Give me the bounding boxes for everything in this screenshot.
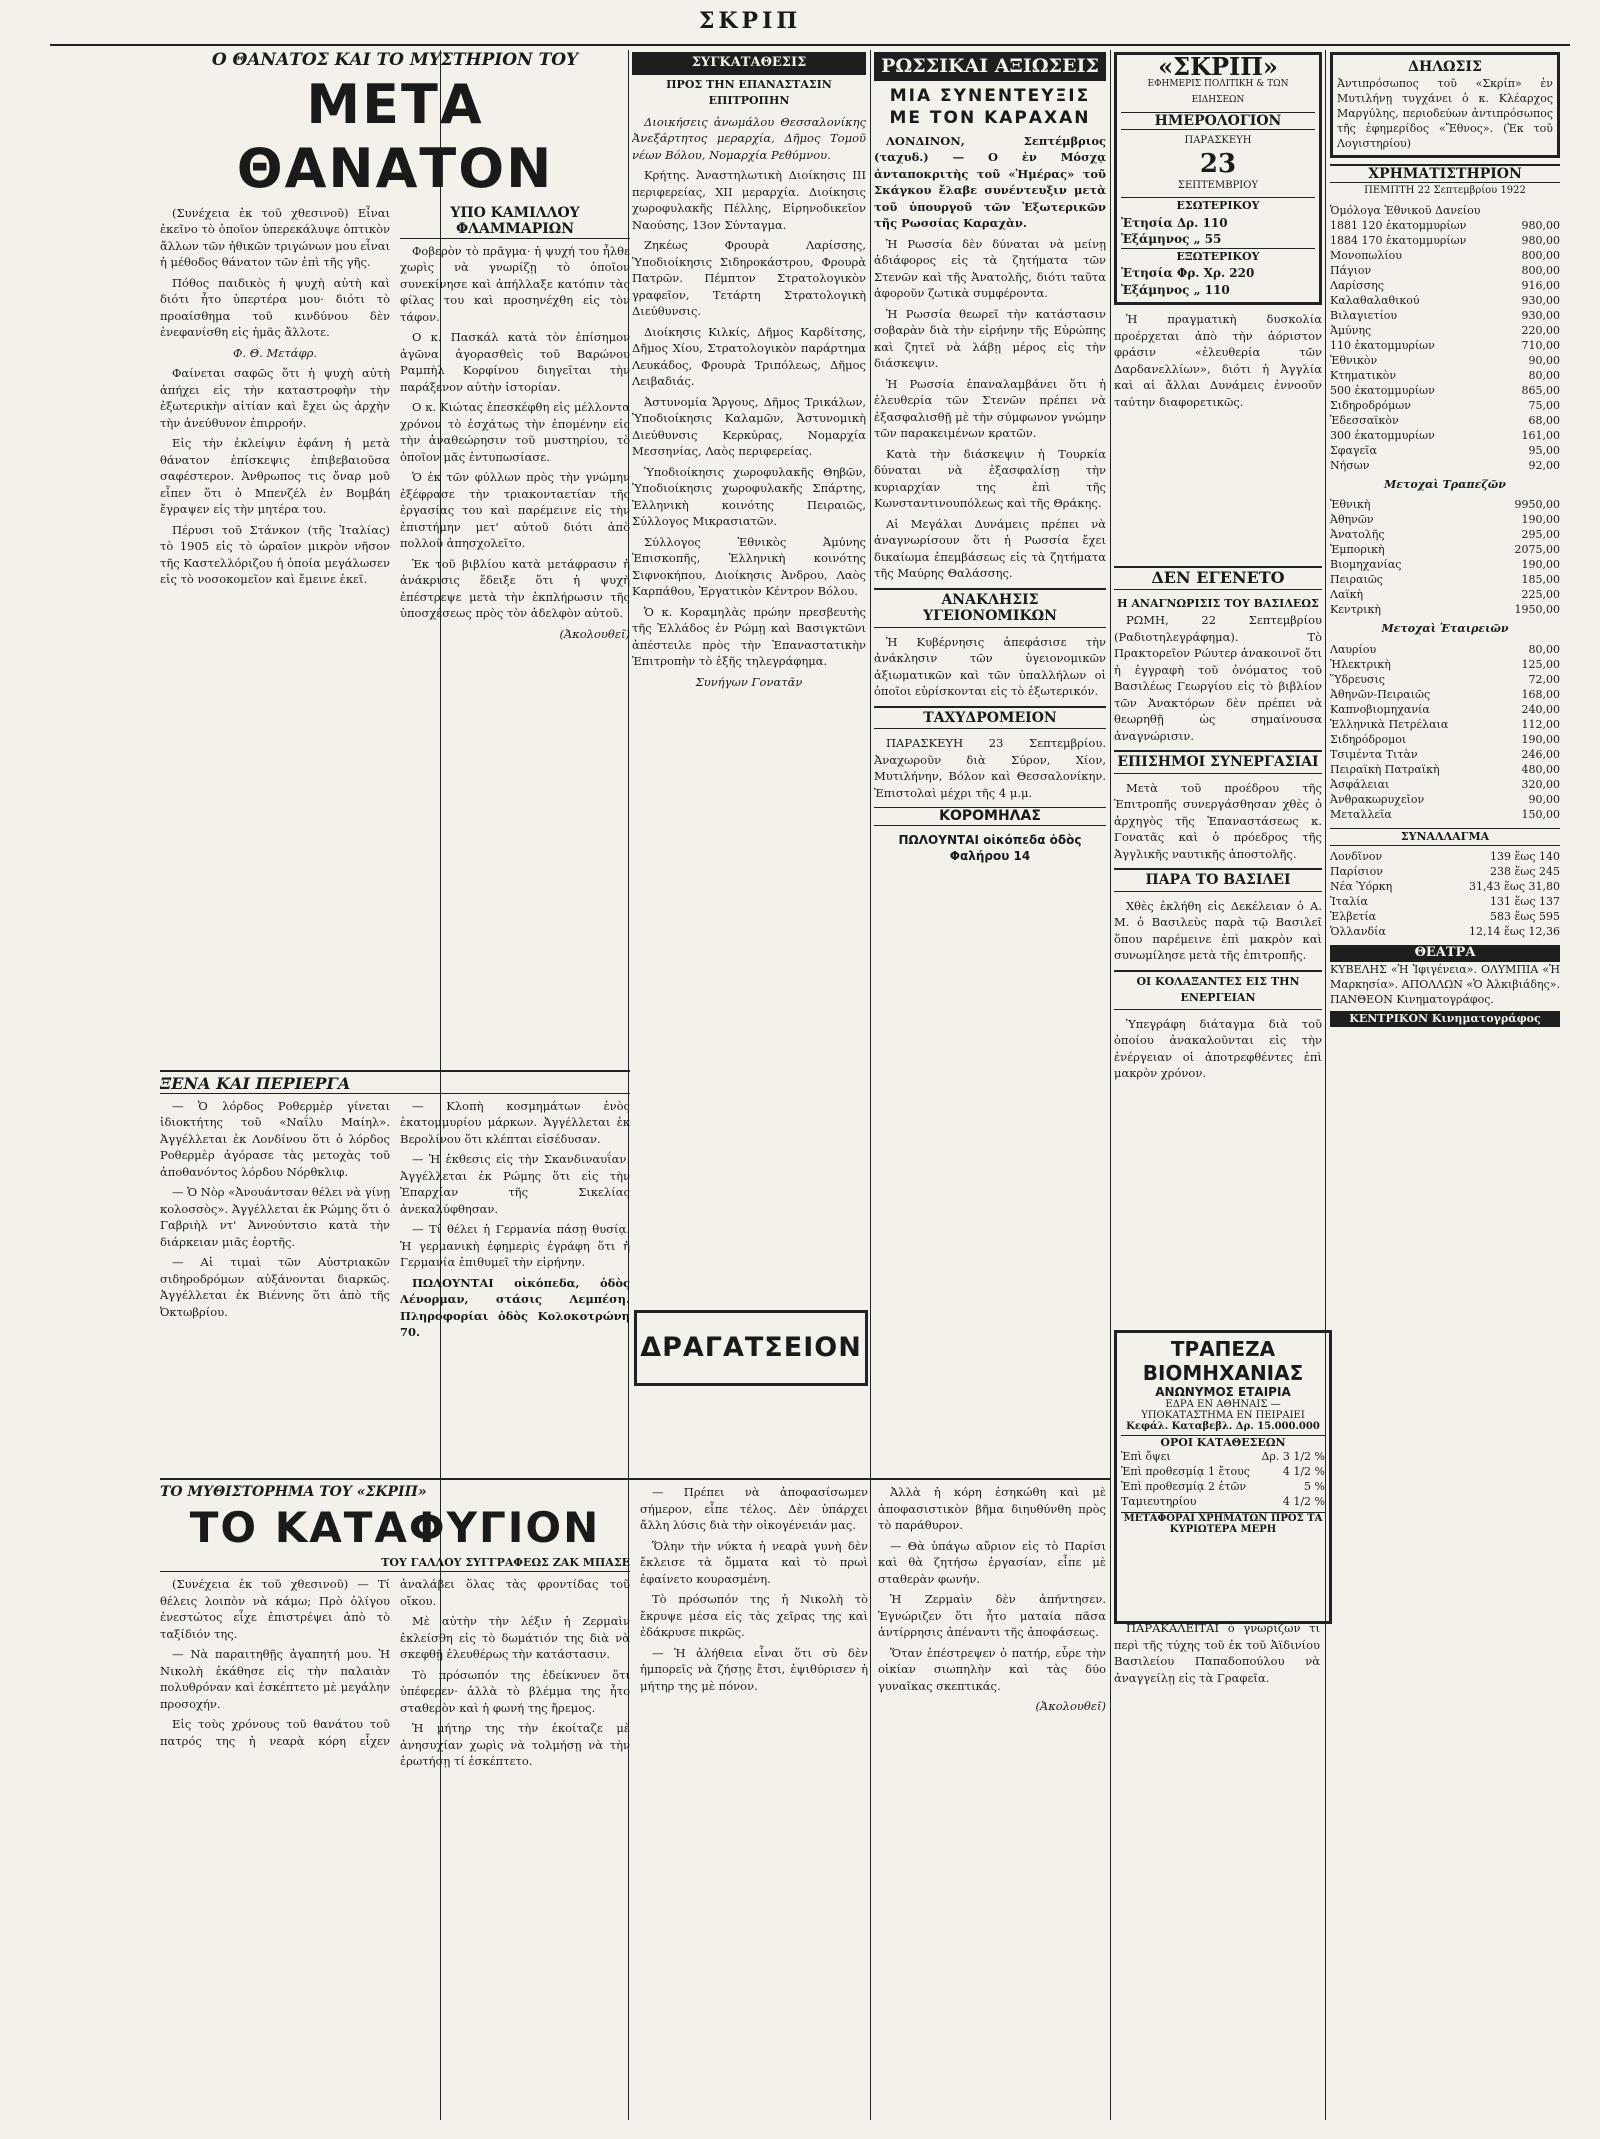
serial-paragraph: (Συνέχεια ἐκ τοῦ χθεσινοῦ) — Τί θέλεις λοιπὸν νὰ κάμω; Πρὸ ὀλίγου ἐνεστώτος εἶχε ἐπιστρέψει ἀπὸ τὸ ταξίδιόν της. [160, 1577, 390, 1641]
bourse-row-label: Πάγιον [1330, 263, 1372, 277]
fx-row-label: Νέα Ὑόρκη [1330, 880, 1393, 893]
fx-row-value: 583 ἕως 595 [1489, 910, 1560, 923]
serial-paragraph: — Ἡ ἀλήθεια εἶναι ὅτι σὺ δὲν ἠμπορεῖς νὰ ζήσῃς ἔτσι, ἐψιθύρισεν ἡ μήτηρ της μὲ πόνον. [640, 1645, 868, 1693]
sanitary-heading: ΑΝΑΚΛΗΣΙΣ ΥΓΕΙΟΝΟΜΙΚΩΝ [874, 588, 1106, 628]
bourse-row-value: 916,00 [1521, 278, 1560, 292]
company-share-row-label: Τσιμέντα Τιτὰν [1330, 747, 1418, 761]
calendar-date: 23 [1199, 148, 1237, 179]
company-share-row-label: Ἀθηνῶν-Πειραιῶς [1330, 687, 1431, 701]
serial-left-body [160, 1576, 630, 1770]
foreign-news-title: ΞΕΝΑ ΚΑΙ ΠΕΡΙΕΡΓΑ [160, 1076, 630, 1094]
feature-col-left [160, 205, 390, 643]
bourse-row-value: 980,00 [1521, 233, 1560, 247]
bank-share-row-value: 185,00 [1521, 573, 1560, 586]
bourse-row [1330, 413, 1560, 428]
bourse-row-value: 95,00 [1528, 443, 1560, 457]
feature-kicker: Ο ΘΑΝΑΤΟΣ ΚΑΙ ΤΟ ΜΥΣΤΗΡΙΟΝ ΤΟΥ [211, 52, 579, 70]
bourse-row [1330, 383, 1560, 398]
fx-row-label: Παρίσιον [1330, 865, 1383, 878]
dragatseion-ad: ΔΡΑΓΑΤΣΕΙΟΝ [634, 1310, 868, 1386]
bank-share-row [1330, 572, 1560, 587]
serial-paragraph: Τὸ πρόσωπόν της ἡ Νικολὴ τὸ ἔκρυψε μέσα εἰς τὰς χεῖρας της καὶ ἐδάκρυσε πικρῶς. [640, 1592, 868, 1639]
serial-paragraph: Ἀλλὰ ἡ κόρη ἐσηκώθη καὶ μὲ ἀποφασιστικὸν βῆμα διηυθύνθη πρὸς τὸ παράθυρον. [878, 1485, 1106, 1532]
bank-shares-title: Μετοχαὶ Τραπεζῶν [1384, 477, 1506, 491]
company-share-row-value: 90,00 [1528, 792, 1560, 806]
bank-share-row-label: Ἐθνικὴ [1330, 498, 1371, 511]
missing-person-notice: ΠΑΡΑΚΑΛΕΙΤΑΙ ὁ γνωρίζων τι περὶ τῆς τύχης τοῦ ἐκ τοῦ Ἀϊδινίου Βασιλείου Παπαδοπούλου νὰ ἀναγγείλῃ εἰς τὰ Γραφεῖα. [1114, 1621, 1320, 1685]
russian-column [874, 52, 1106, 1472]
feature-paragraph: Φαίνεται σαφῶς ὅτι ἡ ψυχὴ αὐτὴ ἀπήχει εἰς τὴν καταστροφὴν τὴν ἐξωτερικὴν αἰτίαν καὶ ἔχει ὡς ἀρχὴν τὴν ἀνεύθυνον ἐπιρροήν. [160, 366, 390, 430]
bank-ad-rate-row-value: 5 % [1304, 1480, 1325, 1493]
feature-article [160, 52, 630, 1062]
bourse-date: ΠΕΜΠΤΗ 22 Σεπτεμβρίου 1922 [1364, 185, 1526, 196]
bank-ad-rate-row [1121, 1449, 1325, 1464]
committee-paragraph: Ζηκέως Φρουρὰ Λαρίσσης, Ὑποδιοίκησις Σιδηροκάστρου, Φρουρὰ Πατρῶν. Πέμπτον Στρατολογικὸν γραφεῖον, Τετάρτη Στρατολογικὴ Διεύθυνσις. [632, 238, 866, 318]
company-shares-table [1330, 642, 1560, 822]
serial-paragraph: Ὅλην τὴν νύκτα ἡ νεαρὰ γυνὴ δὲν ἔκλεισε τὰ ὄμματα καὶ τὸ πρωὶ ἐφαίνετο κουρασμένη. [640, 1538, 868, 1586]
serial-byline: ΤΟΥ ΓΑΛΛΟΥ ΣΥΓΓΡΑΦΕΩΣ ΖΑΚ ΜΠΑΣΕ [160, 1555, 630, 1573]
bourse-row-label: Βιλαγιετίου [1330, 308, 1398, 322]
russian-lead: ΛΟΝΔΙΝΟΝ, Σεπτέμβριος (ταχυδ.) — Ο ἐν Μόσχᾳ ἀνταποκριτὴς τοῦ «Ἡμέρας» τοῦ Σκάγκου ἔλαβε συνέντευξιν μετὰ τοῦ ὑπουργοῦ τῶν Ἐξωτερικῶν τῆς Ρωσσίας Καραχὰν. [874, 133, 1106, 230]
fx-row-value: 31,43 ἕως 31,80 [1468, 880, 1560, 893]
fx-row [1330, 849, 1560, 864]
feature-paragraph: Ο κ. Πασκάλ κατὰ τὸν ἐπίσημον ἀγῶνα ἀγορασθεὶς τοῦ Βαρώνου Ραμπὴλ Κορφίνου διηγεῖται τὴν παράξενον αὐτὴν ἱστορίαν. [400, 330, 630, 394]
bank-ad-rate-row [1121, 1479, 1325, 1494]
bank-share-row [1330, 497, 1560, 512]
bank-share-row [1330, 557, 1560, 572]
company-share-row-label: Πειραϊκὴ Πατραϊκὴ [1330, 762, 1440, 776]
bourse-row-label: Κτηματικὸν [1330, 368, 1397, 382]
bourse-row-value: 865,00 [1521, 383, 1560, 397]
bourse-row-value: 930,00 [1521, 308, 1560, 322]
bottom-right-notices [1114, 1620, 1320, 2100]
bourse-row [1330, 203, 1560, 218]
bank-shares-table [1330, 497, 1560, 617]
committee-paragraph: Ὑποδιοίκησις χωροφυλακῆς Θηβῶν, Ὑποδιοίκησις χωροφυλακῆς Σπάρτης, Ἑλληνικὴ κοινότης Πειραιῶς, Σύλλογος Μικρασιατῶν. [632, 464, 866, 528]
bank-share-row [1330, 512, 1560, 527]
fx-row [1330, 894, 1560, 909]
feature-paragraph: Ο κ. Κιώτας ἐπεσκέφθη εἰς μέλλοντα χρόνον τὸ ἐσχάτως τὴν ἐπομένην εἰς τὴν ἀναθεώρησιν τοῦ μυστηρίου, τὸ ὁποῖον μᾶς ἐντυπωσίασε. [400, 400, 630, 464]
fx-title: ΣΥΝΑΛΛΑΓΜΑ [1330, 828, 1560, 847]
company-share-row-label: Καπνοβιομηχανία [1330, 702, 1430, 716]
bourse-row-value: 930,00 [1521, 293, 1560, 307]
bourse-row-value: 68,00 [1528, 413, 1560, 427]
not-done-heading: ΔΕΝ ΕΓΕΝΕΤΟ [1114, 566, 1322, 590]
company-share-row [1330, 777, 1560, 792]
fx-row-value: 131 ἕως 137 [1489, 895, 1560, 908]
sanitary-paragraph: Ἡ Κυβέρνησις ἀπεφάσισε τὴν ἀνάκλησιν τῶν ὑγειονομικῶν ἀξιωματικῶν καὶ τῶν ὑπαλλήλων οἱ ὁποῖοι εὑρίσκονται εἰς τὸ ἐξωτερικόν. [874, 634, 1106, 698]
foreign-news-item: — Αἱ τιμαὶ τῶν Αὐστριακῶν σιδηροδρόμων αὐξάνονται διαρκῶς. Ἀγγέλλεται ἐκ Βιέννης ὅτι ἀπὸ τῆς Ὀκτωβρίου. [160, 1255, 390, 1319]
committee-banner: ΣΥΓΚΑΤΑΘΕΣΙΣ [632, 52, 866, 75]
fx-row-label: Ὁλλανδία [1330, 925, 1386, 938]
company-share-row [1330, 732, 1560, 747]
company-share-row-value: 168,00 [1521, 687, 1560, 701]
company-share-row-value: 125,00 [1521, 657, 1560, 671]
subscription-domestic-year: Ἐτησία Δρ. 110 [1121, 215, 1228, 230]
bourse-row-value: 80,00 [1528, 368, 1560, 382]
bourse-row-label: 500 ἑκατομμυρίων [1330, 383, 1435, 397]
foreign-news-body [160, 1098, 630, 1341]
bank-share-row [1330, 542, 1560, 557]
subscription-domestic: ΕΣΩΤΕΡΙΚΟΥ [1121, 197, 1315, 215]
company-share-row [1330, 702, 1560, 717]
company-share-row-label: Σιδηρόδρομοι [1330, 732, 1407, 746]
post-heading: ΤΑΧΥΔΡΟΜΕΙΟΝ [874, 706, 1106, 730]
foreign-news-item: — Ὁ Νὸρ «Ἀνουάντσαν θέλει νὰ γίνῃ κολοσσὸς». Ἀγγέλλεται ἐκ Ρώμης ὅτι ὁ Γαβριὴλ ντ' Ἀννούντσιο κατὰ τὴν διάρκειαν μιᾶς ἑορτῆς. [160, 1185, 390, 1249]
meetings-paragraph: Μετὰ τοῦ προέδρου τῆς Ἐπιτροπῆς συνεργάσθησαν χθὲς ὁ ἀρχηγὸς τῆς Ἐπαναστάσεως κ. Γονατᾶς καὶ ὁ πρόεδρος τῆς Ἀγγλικῆς ναυτικῆς ἀποστολῆς. [1114, 780, 1322, 861]
serial-kicker: ΤΟ ΜΥΘΙΣΤΟΡΗΜΑ ΤΟΥ «ΣΚΡΙΠ» [160, 1484, 427, 1500]
committee-paragraph: Σύλλογος Ἐθνικὸς Ἀμύνης Ἐπισκοπῆς, Ἑλληνικὴ κοινότης Σιφνοκήπου, Διοίκησις Ἀνδρου, Λαὸς Καρπάθου, Ἐργατικὸν Κέντρον Βόλου. [632, 534, 866, 598]
bourse-row-label: Νήσων [1330, 458, 1370, 472]
company-share-row-value: 480,00 [1521, 762, 1560, 776]
bourse-row-value: 220,00 [1521, 323, 1560, 337]
bourse-row-label: 300 ἑκατομμυρίων [1330, 428, 1435, 442]
calendar-title: ΗΜΕΡΟΛΟΓΙΟΝ [1121, 112, 1315, 131]
bank-share-row-label: Πειραιῶς [1330, 573, 1383, 586]
bourse-row-value: 75,00 [1528, 398, 1560, 412]
paper-info-box [1114, 52, 1322, 305]
serial-right [640, 1484, 1106, 1770]
committee-note-sign: Συνήγων Γονατᾶν [695, 674, 803, 689]
bank-ad [1114, 1330, 1332, 1624]
feature-paragraph: Πόθος παιδικὸς ἡ ψυχὴ αὐτὴ καὶ διότι ἦτο ὑπερτέρα μου· διότι τὸ προαίσθημα τοῦ κινδύνου δὲν ἐνεφανίσθη εἰς ἡμᾶς ἄλλοτε. [160, 275, 390, 339]
bourse-row-label: 110 ἑκατομμυρίων [1330, 338, 1435, 352]
cinema-footer: ΚΕΝΤΡΙΚΟΝ Κινηματογράφος [1330, 1011, 1560, 1028]
bank-ad-capital: Κεφάλ. Καταβεβλ. Δρ. 15.000.000 [1126, 1421, 1320, 1432]
bank-share-row-label: Ἐμπορικὴ [1330, 543, 1385, 556]
feature-sign: Φ. Θ. Μετάφρ. [232, 345, 318, 360]
feature-paragraph: Εἰς τὴν ἐκλείψιν ἐφάνη ἡ μετὰ θάνατον ἐπίσκεψις ἐπιβεβαιοῦσα σαφέστερον. Ἀνθρωπος τις ὄναρ μοῦ εἶπεν ὅτι ὁ Μπενζέλ ἐν Βομβάη ἔγραψεν εἰς τὴν μητέρα του. [160, 436, 390, 516]
subscription-foreign-year: Ἐτησία Φρ. Χρ. 220 [1121, 266, 1255, 280]
subscription-domestic-half: Ἑξάμηνος „ 55 [1121, 232, 1222, 246]
column-rule [1325, 50, 1326, 2120]
koromilas-ad: ΚΟΡΟΜΗΛΑΣ [874, 807, 1106, 826]
feature-col-right [400, 205, 630, 643]
russian-paragraph: Κατὰ τὴν διάσκεψιν ἡ Τουρκία δύναται νὰ ἐξασφαλίσῃ τὴν κυριαρχίαν της ἐπὶ τῆς Κωνσταντινουπόλεως καὶ τῆς Θράκης. [874, 446, 1106, 510]
company-share-row-value: 320,00 [1521, 777, 1560, 791]
bourse-row-value: 800,00 [1521, 248, 1560, 262]
finance-column [1330, 52, 1560, 2112]
company-share-row-value: 190,00 [1521, 732, 1560, 746]
bank-share-row [1330, 602, 1560, 617]
foreign-news [160, 1076, 630, 1471]
bourse-row-value: 92,00 [1528, 458, 1560, 472]
company-share-row-value: 240,00 [1521, 702, 1560, 716]
bourse-row [1330, 338, 1560, 353]
company-share-row-value: 72,00 [1528, 672, 1560, 686]
company-share-row-value: 150,00 [1521, 807, 1560, 821]
bank-share-row-value: 295,00 [1521, 528, 1560, 541]
russian-paragraph: Αἱ Μεγάλαι Δυνάμεις πρέπει νὰ ἀναγνωρίσουν ὅτι ἡ Ρωσσία ἔχει δικαίωμα ἐπεμβάσεως εἰς τὰ ζητήματα τῆς Μαύρης Θαλάσσης. [874, 516, 1106, 580]
company-share-row-label: Ἀσφάλειαι [1330, 777, 1390, 791]
top-rule [50, 44, 1570, 46]
bank-share-row-value: 2075,00 [1514, 543, 1560, 556]
bank-ad-rate-row-label: Ἐπὶ προθεσμίᾳ 2 ἐτῶν [1121, 1480, 1247, 1493]
committee-banner-sub: ΠΡΟΣ ΤΗΝ ΕΠΑΝΑΣΤΑΣΙΝ ΕΠΙΤΡΟΠΗΝ [666, 77, 832, 107]
bourse-row [1330, 248, 1560, 263]
king-heading: ΠΑΡΑ ΤΟ ΒΑΣΙΛΕΙ [1114, 868, 1322, 892]
bank-ad-rates [1121, 1449, 1325, 1509]
bourse-row-value: 980,00 [1521, 218, 1560, 232]
bank-ad-subtitle: ΑΝΩΝΥΜΟΣ ΕΤΑΙΡΙΑ [1155, 1385, 1291, 1399]
serial-paragraph: Ἡ μήτηρ της τὴν ἐκοίταζε μὲ ἀνησυχίαν χωρὶς νὰ τολμήσῃ νὰ τὴν ἐρωτήσῃ τί ἐσκέπτετο. [400, 1721, 630, 1768]
serial-paragraph: Εἰς τοὺς χρόνους τοῦ θανάτου τοῦ πατρός της ἡ νεαρὰ κόρη εἶχεν ἀναλάβει ὅλας τὰς φροντίδας τοῦ οἴκου. [160, 1577, 630, 1748]
bank-ad-footer: ΜΕΤΑΦΟΡΑΙ ΧΡΗΜΑΤΩΝ ΠΡΟΣ ΤΑ ΚΥΡΙΩΤΕΡΑ ΜΕΡΗ [1121, 1512, 1325, 1535]
fx-row [1330, 879, 1560, 894]
company-share-row [1330, 807, 1560, 822]
bourse-row [1330, 278, 1560, 293]
russian-paragraph: Ἡ Ρωσσία δὲν δύναται νὰ μείνῃ ἀδιάφορος εἰς τὰ ζητήματα τῶν Στενῶν καὶ τῆς Ἀνατολῆς, διότι ταῦτα ἀφοροῦν ζωτικὰ συμφέροντα. [874, 236, 1106, 300]
feature-paragraph: Πέρυσι τοῦ Στάνκον (τῆς Ἰταλίας) τὸ 1905 εἰς τὸ ὡραῖον μικρὸν νῆσον τῆς Καστελλόριζου ἡ ὁποία μεγάλωσεν εἰς τὸ νοσοκομεῖον καὶ ἔμεινε ἐκεῖ. [160, 522, 390, 586]
bourse-row-label: Ἐθνικὸν [1330, 353, 1378, 367]
company-share-row [1330, 792, 1560, 807]
bourse-row-value: 161,00 [1521, 428, 1560, 442]
fx-row-value: 238 ἕως 245 [1489, 865, 1560, 878]
not-done-subheading: Η ΑΝΑΓΝΩΡΙΣΙΣ ΤΟΥ ΒΑΣΙΛΕΩΣ [1117, 596, 1319, 610]
bank-ad-title: ΤΡΑΠΕΖΑ ΒΙΟΜΗΧΑΝΙΑΣ [1142, 1337, 1304, 1385]
russian-paragraph: Ἡ Ρωσσία ἐπαναλαμβάνει ὅτι ἡ ἐλευθερία τῶν Στενῶν πρέπει νὰ ἐξασφαλισθῇ μὲ τὴν σύμφωνον γνώμην τῶν παρακειμένων κρατῶν. [874, 376, 1106, 440]
king-paragraph: Χθὲς ἐκλήθη εἰς Δεκέλειαν ὁ Α. Μ. ὁ Βασιλεὺς παρὰ τῷ Βασιλεῖ ὅπου παρέμεινε ἐπὶ μακρὸν καὶ συνωμίλησε μετὰ τῆς ἐπιτροπῆς. [1114, 898, 1322, 962]
company-share-row-label: Ὕδρευσις [1330, 672, 1385, 686]
company-share-row [1330, 762, 1560, 777]
fx-row-label: Λονδῖνον [1330, 850, 1383, 863]
bank-ad-rate-row [1121, 1464, 1325, 1479]
company-share-row-label: Ἑλληνικὰ Πετρέλαια [1330, 717, 1449, 731]
paper-subtitle: ΕΦΗΜΕΡΙΣ ΠΟΛΙΤΙΚΗ & ΤΩΝ ΕΙΔΗΣΕΩΝ [1147, 78, 1289, 105]
foreign-news-item: — Ἡ ἐκθεσις εἰς τὴν Σκανδιναυΐαν. Ἀγγέλλεται ἐκ Ρώμης ὅτι εἰς τὴν Ἐπαρχίαν τῆς Σικελίας ἀνεκαλύφθησαν. [400, 1152, 630, 1216]
bank-share-row-value: 1950,00 [1514, 603, 1560, 616]
bourse-row [1330, 398, 1560, 413]
bourse-row-label: Σφαγεῖα [1330, 443, 1377, 457]
company-share-row [1330, 747, 1560, 762]
feature-paragraph: Ἐκ τοῦ βιβλίου κατὰ μετάφρασιν ἡ ἀνάκρισις ἔδειξε ὅτι ἡ ψυχὴ ἐπέστρεψε μετὰ τὴν ἐκπλήρωσιν τῆς ὑποσχέσεως πρὸς τὸν ἀδελφὸν αὐτοῦ. [400, 556, 630, 620]
bourse-row [1330, 323, 1560, 338]
bourse-row [1330, 368, 1560, 383]
bourse-row [1330, 308, 1560, 323]
bourse-row [1330, 353, 1560, 368]
fx-row-value: 139 ἕως 140 [1489, 850, 1560, 863]
bourse-row-label: Ἐδεσσαϊκὸν [1330, 413, 1399, 427]
mid-right-stories [1114, 560, 1322, 1320]
fx-row [1330, 909, 1560, 924]
bourse-row [1330, 293, 1560, 308]
company-share-row-value: 246,00 [1521, 747, 1560, 761]
bank-share-row-label: Ἀθηνῶν [1330, 513, 1374, 526]
serial-left [160, 1484, 630, 1770]
committee-column [632, 52, 866, 1472]
company-shares-title: Μετοχαὶ Ἑταιρειῶν [1381, 622, 1509, 635]
bank-share-row-value: 190,00 [1521, 513, 1560, 526]
bourse-row-value: 710,00 [1521, 338, 1560, 352]
company-share-row-label: Ἀνθρακωρυχεῖον [1330, 792, 1425, 806]
bourse-title: ΧΡΗΜΑΤΙΣΤΗΡΙΟΝ [1330, 164, 1560, 184]
feature-paragraph: (Συνέχεια ἐκ τοῦ χθεσινοῦ) Εἶναι ἐκεῖνο τὸ ὁποῖον ὑπερεκάλυψε ὁπτικὸν ἄλλων τῶν ἠθικῶν τριγώνων μου εἶναι ἡ μέθοδος θάνατον τῶν ἐπὶ τῆς γῆς. [160, 205, 390, 269]
company-share-row-label: Μεταλλεῖα [1330, 807, 1392, 821]
subscription-foreign-half: Ἑξάμηνος „ 110 [1121, 282, 1230, 297]
bourse-row-label: 1884 170 ἑκατομμυρίων [1330, 233, 1467, 247]
fx-row-value: 12,14 ἕως 12,36 [1468, 925, 1560, 938]
bank-ad-address: ΕΔΡΑ ΕΝ ΑΘΗΝΑΙΣ — ΥΠΟΚΑΤΑΣΤΗΜΑ ΕΝ ΠΕΙΡΑΙΕΙ [1141, 1399, 1305, 1421]
bank-share-row-label: Κεντρικὴ [1330, 603, 1381, 616]
serial-paragraph: Μὲ αὐτὴν τὴν λέξιν ἡ Ζερμαὶν ἐκλείσθη εἰς τὸ δωμάτιόν της διὰ νὰ σκεφθῇ ἐλευθέρως τὴν κατάστασιν. [400, 1614, 630, 1661]
feature-paragraph: Φοβερὸν τὸ πρᾶγμα· ἡ ψυχή του ἦλθε χωρὶς νὰ γνωρίζῃ τὸ ὁποῖον συνεκίνησε καὶ ἀπήλλαξε κατόπιν τὰς φίλας του καὶ προσηνέχθη εἰς τὸν τάφον. [400, 243, 630, 324]
masthead: ΣΚΡΙΠ [698, 8, 802, 34]
feature-title: ΜΕΤΑ ΘΑΝΑΤΟΝ [236, 72, 554, 200]
bourse-row-label: Ὁμόλογα Ἐθνικοῦ Δανείου [1330, 203, 1481, 217]
company-share-row [1330, 717, 1560, 732]
recall-paragraph: Ὑπεγράφη διάταγμα διὰ τοῦ ὁποίου ἀνακαλοῦνται εἰς τὴν ἐνέργειαν οἱ ἀποτρεφθέντες ἐπὶ μακρὸν χρόνον. [1114, 1016, 1322, 1080]
not-done-paragraph: ΡΩΜΗ, 22 Σεπτεμβρίου (Ραδιοτηλεγράφημα). Τὸ Πρακτορεῖον Ρώυτερ ἀνακοινοῖ ὅτι ἡ ἐγγραφὴ τοῦ ὀνόματος τοῦ Βασιλέως Γεωργίου εἰς τὸ βιβλίον τῶν Ἀνακτόρων δὲν πρέπει νὰ θεωρηθῇ ὡς σημαίνουσα ἀναγνώρισιν. [1114, 613, 1322, 743]
committee-paragraph: Κρήτης. Ἀναστηλωτικὴ Διοίκησις ΙΙΙ περιφερείας, ΧΙΙ μεραρχία. Διοίκησις χωροφυλακῆς Πέλλης, Εἰρηνοδικεῖον Ναούσης, 13ον Σύνταγμα. [632, 168, 866, 232]
company-share-row [1330, 657, 1560, 672]
foreign-news-item: — Κλοπὴ κοσμημάτων ἑνὸς ἑκατομμυρίου μάρκων. Ἀγγέλλεται ἐκ Βερολίνου ὅτι κλέπται εἰσέδυσαν. [400, 1098, 630, 1146]
paper-name: «ΣΚΡΙΠ» [1158, 52, 1278, 81]
company-share-row-label: Λαυρίου [1330, 642, 1377, 656]
company-share-row-value: 80,00 [1528, 642, 1560, 656]
bank-ad-rate-row-label: Ταμιευτηρίου [1121, 1495, 1197, 1508]
bourse-row [1330, 458, 1560, 473]
meetings-heading: ΕΠΙΣΗΜΟΙ ΣΥΝΕΡΓΑΣΙΑΙ [1114, 750, 1322, 774]
company-share-row-label: Ἠλεκτρικὴ [1330, 657, 1391, 671]
bourse-row [1330, 428, 1560, 443]
fx-row-label: Ἑλβετία [1330, 910, 1377, 923]
bourse-row-label: Λαρίσσης [1330, 278, 1384, 292]
committee-lead: Διοικήσεις ἀνωμάλου Θεσσαλονίκης Ἀνεξάρτητος μεραρχία, Δῆμος Τομοῦ νέων Βόλου, Νομαρχία Ρεθύμνου. [632, 114, 866, 162]
theatre-title: ΘΕΑΤΡΑ [1330, 945, 1560, 962]
recall-heading: ΟΙ ΚΟΛΑΞΑΝΤΕΣ ΕΙΣ ΤΗΝ ΕΝΕΡΓΕΙΑΝ [1114, 970, 1322, 1010]
bank-share-row-label: Λαϊκὴ [1330, 588, 1364, 601]
bourse-row-value: 90,00 [1528, 353, 1560, 367]
serial-novel [160, 1484, 1106, 2104]
company-share-row [1330, 642, 1560, 657]
theatre-listing: ΚΥΒΕΛΗΣ «Ἡ Ἰφιγένεια». ΟΛΥΜΠΙΑ «Ἡ Μαρκησία». ΑΠΟΛΛΩΝ «Ὁ Ἀλκιβιάδης». ΠΑΝΘΕΟΝ Κινηματογράφος. [1330, 962, 1560, 1006]
bank-ad-rate-row-label: Ἐπὶ ὄψει [1121, 1450, 1171, 1463]
russian-title: ΜΙΑ ΣΥΝΕΝΤΕΥΞΙΣ ΜΕ ΤΟΝ ΚΑΡΑΧΑΝ [889, 85, 1091, 128]
bank-ad-rate-row-label: Ἐπὶ προθεσμίᾳ 1 ἔτους [1121, 1465, 1250, 1478]
post-paragraph: ΠΑΡΑΣΚΕΥΗ 23 Σεπτεμβρίου. Ἀναχωροῦν διὰ Σύρον, Χίον, Μυτιλήνην, Βόλον καὶ Θεσσαλονίκην. Ἐπιστολαὶ μέχρι τῆς 4 μ.μ. [874, 736, 1106, 800]
column-rule [1110, 50, 1111, 2120]
committee-paragraph: Ἀστυνομία Ἄργους, Δῆμος Τρικάλων, Ὑποδιοίκησις Καλαμῶν, Ἀστυνομικὴ Διεύθυνσις Κερκύρας, Νομαρχία Μεσσηνίας, Λαὸς περιφερείας. [632, 394, 866, 458]
bank-ad-rate-row-value: 4 1/2 % [1282, 1465, 1325, 1478]
plot-sale-ad: ΠΩΛΟΥΝΤΑΙ οἰκόπεδα, ὁδὸς Λένορμαν, στάσις Λεμπέση. Πληροφορίαι ὁδὸς Κολοκοτρώνη 70. [400, 1275, 630, 1339]
serial-paragraph: Τὸ πρόσωπόν της ἐδείκνυεν ὅτι ὑπέφερεν· ἀλλὰ τὸ βλέμμα της ἦτο σταθερὸν καὶ ἡ φωνή της ἤρεμος. [400, 1667, 630, 1715]
fx-row [1330, 864, 1560, 879]
serial-title: ΤΟ ΚΑΤΑΦΥΓΙΟΝ [189, 1502, 601, 1552]
bank-ad-rate-row-value: Δρ. 3 1/2 % [1261, 1450, 1325, 1463]
russian-paragraph: Ἡ Ρωσσία θεωρεῖ τὴν κατάστασιν σοβαρὰν διὰ τὴν εἰρήνην τῆς Εὐρώπης καὶ ζητεῖ νὰ λάβῃ μέρος εἰς τὴν διάσκεψιν. [874, 306, 1106, 370]
company-share-row [1330, 687, 1560, 702]
bourse-row-value: 800,00 [1521, 263, 1560, 277]
serial-paragraph: Ὅταν ἐπέστρεψεν ὁ πατήρ, εὗρε τὴν οἰκίαν σιωπηλὴν καὶ τὰς δύο γυναῖκας σκεπτικάς. [878, 1645, 1106, 1693]
serial-paragraph: — Θὰ ὑπάγω αὔριον εἰς τὸ Παρίσι καὶ θὰ ζητήσω ἐργασίαν, εἶπε μὲ σταθερὰν φωνήν. [878, 1538, 1106, 1586]
feature-byline: ΥΠΟ ΚΑΜΙΛΛΟΥ ΦΛΑΜΜΑΡΙΩΝ [400, 205, 630, 239]
bourse-row [1330, 218, 1560, 233]
serial-paragraph: — Πρέπει νὰ ἀποφασίσωμεν σήμερον, εἶπε τέλος. Δὲν ὑπάρχει ἄλλη λύσις διὰ τὴν οἰκογένειάν μας. [640, 1485, 868, 1532]
bank-share-row-label: Ἀνατολῆς [1330, 528, 1385, 541]
fx-row [1330, 924, 1560, 939]
bourse-row [1330, 443, 1560, 458]
bank-share-row [1330, 527, 1560, 542]
serial-paragraph: — Νὰ παραιτηθῇς ἀγαπητή μου. Ἡ Νικολὴ ἐκάθησε εἰς τὴν παλαιὰν πολυθρόναν καὶ ἐσκέπτετο μὲ μεγάλην προσοχήν. [160, 1647, 390, 1711]
foreign-news-item: — Ὁ λόρδος Ροθερμὲρ γίνεται ἰδιοκτήτης τοῦ «Ναΐλυ Μαίηλ». Ἀγγέλλεται ἐκ Λονδίνου ὅτι ὁ λόρδος Ροθερμὲρ ἀγόρασε τὰς μετοχὰς τοῦ ἀποθανόντος λόρδου Νόρθκλιφ. [160, 1098, 390, 1179]
bank-share-row-value: 190,00 [1521, 558, 1560, 571]
bourse-row [1330, 263, 1560, 278]
russian-kicker: ΡΩΣΣΙΚΑΙ ΑΞΙΩΣΕΙΣ [874, 52, 1106, 81]
calendar-day: ΠΑΡΑΣΚΕΥΗ [1184, 135, 1252, 146]
bank-share-row-value: 225,00 [1521, 588, 1560, 601]
bank-share-row [1330, 587, 1560, 602]
bank-ad-rate-row [1121, 1494, 1325, 1509]
serial-paragraph: Ἡ Ζερμαὶν δὲν ἀπήντησεν. Ἐγνώριζεν ὅτι ἦτο ματαία πᾶσα ἀντίρρησις ἀπέναντι τῆς ἀποφάσεως. [878, 1592, 1106, 1639]
notice-title: ΔΗΛΩΣΙΣ [1408, 59, 1482, 75]
feature-continued: (Ἀκολουθεῖ) [559, 626, 630, 641]
notice-box [1330, 52, 1560, 158]
committee-paragraph: Διοίκησις Κιλκίς, Δῆμος Καρδίτσης, Δῆμος Χίου, Στρατολογικὸν παράρτημα Λευκάδος, Φρουρὰ Τριπόλεως, Δῆμος Λειβαδιάς. [632, 324, 866, 388]
bourse-row-label: Σιδηροδρόμων [1330, 398, 1411, 412]
company-share-row [1330, 672, 1560, 687]
fx-row-label: Ἰταλία [1330, 895, 1368, 908]
serial-rule [160, 1478, 1110, 1480]
plot-sale-ad-2: ΠΩΛΟΥΝΤΑΙ οἰκόπεδα ὁδὸς Φαλήρου 14 [898, 832, 1082, 863]
fx-table [1330, 849, 1560, 939]
bourse-row [1330, 233, 1560, 248]
russian-continued-paragraph: Ἡ πραγματικὴ δυσκολία προέρχεται ἀπὸ τὴν ἀόριστον φράσιν «ἐλευθερία τῶν Δαρδανελλίων», διότι ἡ Ἀγγλία καὶ αἱ ἄλλαι Δυνάμεις ἐννοοῦν ταύτην διαφορετικῶς. [1114, 312, 1322, 409]
bourse-table [1330, 203, 1560, 473]
bank-share-row-value: 9950,00 [1514, 498, 1560, 511]
section-rule [160, 1070, 630, 1072]
bank-share-row-label: Βιομηχανίας [1330, 558, 1402, 571]
notice-text: Ἀντιπρόσωπος τοῦ «Σκρίπ» ἐν Μυτιλήνῃ τυγχάνει ὁ κ. Κλέαρχος Μαργύλης, περιοδεύων ἀντιπρόσωπος τῆς ἐφημερίδος «Ἔθνος». (Ἐκ τοῦ Λογιστηρίου) [1337, 76, 1553, 150]
subscription-foreign: ΕΞΩΤΕΡΙΚΟΥ [1121, 248, 1315, 266]
bank-ad-deposits: ΟΡΟΙ ΚΑΤΑΘΕΣΕΩΝ [1121, 1435, 1325, 1449]
serial-continued: (Ἀκολουθεῖ) [1035, 1699, 1106, 1713]
bank-ad-rate-row-value: 4 1/2 % [1282, 1495, 1325, 1508]
feature-paragraph: Ὁ ἐκ τῶν φύλλων πρὸς τὴν γνώμην ἐξέφρασε τὴν τριακονταετίαν τῆς ἐργασίας του καὶ παρέμεινε εἰς τὴν ἐπιστήμην μετ' αὐτοῦ διότι ἀπὸ πολλοῦ ἀπησχολεῖτο. [400, 470, 630, 550]
committee-note: Ὁ κ. Κοραμηλὰς πρώην πρεσβευτὴς τῆς Ἑλλάδος ἐν Ρώμῃ καὶ Βασιγκτῶνι ἀπέστειλε πρὸς τὴν Ἐπαναστατικὴν Ἐπιτροπὴν τὸ ἑξῆς τηλεγράφημα. [632, 604, 866, 668]
bourse-row-label: Μονοπωλίου [1330, 248, 1402, 262]
calendar-month: ΣΕΠΤΕΜΒΡΙΟΥ [1177, 179, 1259, 191]
foreign-news-item: — Τί θέλει ἡ Γερμανία πάσῃ θυσίᾳ. Ἡ γερμανικὴ ἐφημερὶς ἐγράφη ὅτι ἡ Γερμανία ἐπιθυμεῖ τὴν εἰρήνην. [400, 1222, 630, 1269]
bourse-row-label: 1881 120 ἑκατομμυρίων [1330, 218, 1467, 232]
bourse-row-label: Ἀμύνης [1330, 323, 1372, 337]
company-share-row-value: 112,00 [1521, 717, 1560, 731]
bourse-row-label: Καλαθαλαθικού [1330, 293, 1420, 307]
